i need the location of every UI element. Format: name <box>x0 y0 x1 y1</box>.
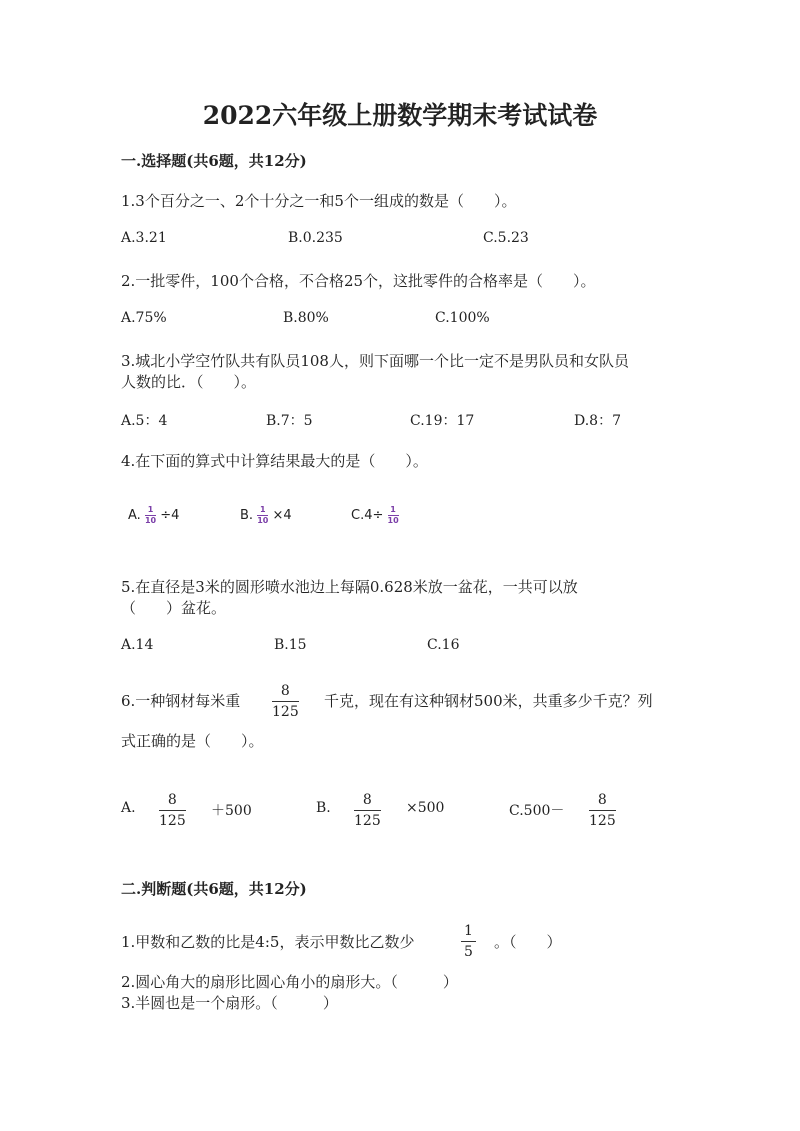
fraction-one-tenth <box>388 506 399 525</box>
fraction-numerator: 1 <box>390 505 396 514</box>
question-6-line-2: 式正确的是（ ）。 <box>121 732 264 750</box>
question-6-prefix: 6.一种钢材每米重 <box>121 692 241 710</box>
question-1-option-c: C.5.23 <box>483 230 529 246</box>
question-3-line-1: 3.城北小学空竹队共有队员108人，则下面哪一个比一定不是男队员和女队员 <box>121 352 629 370</box>
question-4-option-a <box>128 506 179 525</box>
question-3-option-b: B.7：5 <box>266 413 313 429</box>
question-5-option-b: B.15 <box>274 637 307 653</box>
question-6-option-c: C.500－ <box>509 803 565 819</box>
option-c-label: C.4÷ <box>351 508 384 523</box>
fraction-denominator: 125 <box>354 813 381 829</box>
fraction-denominator: 5 <box>464 944 473 960</box>
question-5-line-1: 5.在直径是3米的圆形喷水池边上每隔0.628米放一盆花，一共可以放 <box>121 578 578 596</box>
question-1-option-b: B.0.235 <box>288 230 343 246</box>
question-4-option-c <box>351 506 399 525</box>
question-6-option-b-operator: ×500 <box>406 800 445 816</box>
question-6-option-b: B. <box>316 800 331 816</box>
fraction-numerator: 8 <box>597 792 607 808</box>
judgment-1-suffix: 。（ ） <box>494 933 562 951</box>
question-2-option-b: B.80% <box>283 310 329 326</box>
question-2-text: 2.一批零件，100个合格，不合格25个，这批零件的合格率是（ ）。 <box>121 272 596 290</box>
option-a-operator: ÷4 <box>160 508 180 523</box>
fraction-numerator: 1 <box>259 505 266 514</box>
question-2-option-c: C.100% <box>435 310 490 326</box>
fraction-numerator: 8 <box>362 792 372 808</box>
fraction-8-125 <box>159 793 186 828</box>
option-a-label: A. <box>128 508 141 523</box>
page-title: 2022六年级上册数学期末考试试卷 <box>202 101 598 130</box>
question-4-text: 4.在下面的算式中计算结果最大的是（ ）。 <box>121 452 428 470</box>
option-b-label: B. <box>240 508 254 523</box>
fraction-8-125 <box>272 684 299 719</box>
question-5-option-c: C.16 <box>427 637 460 653</box>
fraction-denominator: 10 <box>144 516 157 525</box>
question-5-option-a: A.14 <box>121 637 154 653</box>
fraction-numerator: 1 <box>147 505 154 514</box>
question-3-option-c: C.19：17 <box>410 413 475 429</box>
question-6-suffix: 千克，现在有这种钢材500米，共重多少千克？列 <box>324 692 653 710</box>
fraction-1-5 <box>461 924 476 959</box>
fraction-one-tenth <box>145 506 156 525</box>
question-1-text: 1.3个百分之一、2个十分之一和5个一组成的数是（ ）。 <box>121 192 517 210</box>
option-b-operator: ×4 <box>272 508 292 523</box>
fraction-numerator: 8 <box>167 792 177 808</box>
fraction-denominator: 125 <box>589 813 616 829</box>
fraction-denominator: 10 <box>257 516 269 525</box>
section-heading-judgment: 二.判断题(共6题，共12分) <box>121 880 307 898</box>
fraction-denominator: 125 <box>159 813 186 829</box>
fraction-one-tenth <box>257 506 268 525</box>
question-6-option-a: A. <box>121 800 136 816</box>
fraction-8-125 <box>354 793 381 828</box>
fraction-denominator: 125 <box>272 704 299 720</box>
question-3-option-d: D.8：7 <box>574 413 621 429</box>
section-heading-choice: 一.选择题(共6题，共12分) <box>121 152 307 170</box>
judgment-3-text: 3.半圆也是一个扇形。（ ） <box>121 994 338 1012</box>
fraction-8-125 <box>589 793 616 828</box>
fraction-numerator: 8 <box>280 683 290 699</box>
judgment-2-text: 2.圆心角大的扇形比圆心角小的扇形大。（ ） <box>121 973 458 991</box>
question-6-option-a-operator: ＋500 <box>211 803 252 819</box>
question-3-line-2: 人数的比．（ ）。 <box>121 373 257 391</box>
judgment-1-prefix: 1.甲数和乙数的比是4:5，表示甲数比乙数少 <box>121 933 415 951</box>
question-4-option-b <box>240 506 292 525</box>
fraction-numerator: 1 <box>464 923 473 939</box>
question-2-option-a: A.75% <box>121 310 167 326</box>
question-1-option-a: A.3.21 <box>121 230 167 246</box>
question-3-option-a: A.5：4 <box>121 413 168 429</box>
fraction-denominator: 10 <box>387 516 399 525</box>
question-5-line-2: （ ）盆花。 <box>121 599 227 617</box>
